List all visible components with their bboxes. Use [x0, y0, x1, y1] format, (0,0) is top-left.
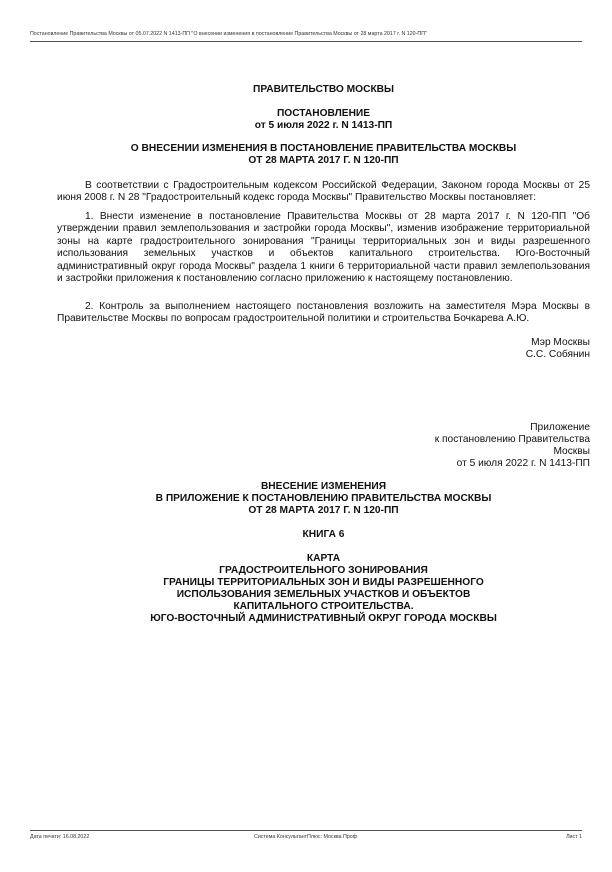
item-1-paragraph: 1. Внести изменение в постановление Правительства Москвы от 28 марта 2017 г. N 120-ПП "Об утверждении правил землепользования и застройки города Москвы", изменив изображение территориальной зоны на карте градостроительного зонирования "Границы территориальных зон и виды разрешенного использования земельных участков и объектов капитального строительства. Юго-Восточный административный округ города Москвы" раздела 1 книги 6 территориальной части правил землепользования и застройки приложения к постановлению согласно приложению к настоящему постановлению.	[57, 211, 590, 285]
item-2-paragraph: 2. Контроль за выполнением настоящего постановления возложить на заместителя Мэра Москвы в Правительстве Москвы по вопросам градостроительной политики и строительства Бочкарева А.Ю.	[57, 301, 590, 325]
doc-subject-line-1: О ВНЕСЕНИИ ИЗМЕНЕНИЯ В ПОСТАНОВЛЕНИЕ ПРАВИТЕЛЬСТВА МОСКВЫ	[130, 143, 517, 154]
map-title-line-3: ГРАНИЦЫ ТЕРРИТОРИАЛЬНЫХ ЗОН И ВИДЫ РАЗРЕШЕННОГО	[163, 577, 484, 588]
footer-divider	[30, 830, 582, 831]
doc-date-number: от 5 июля 2022 г. N 1413-ПП	[254, 120, 393, 131]
appendix-title-line-1: ВНЕСЕНИЕ ИЗМЕНЕНИЯ	[260, 481, 387, 492]
appendix-ref-line-3: Москвы	[553, 446, 590, 457]
appendix-title-line-3: ОТ 28 МАРТА 2017 Г. N 120-ПП	[248, 505, 399, 516]
map-title-line-1: КАРТА	[306, 553, 341, 564]
map-title-line-6: ЮГО-ВОСТОЧНЫЙ АДМИНИСТРАТИВНЫЙ ОКРУГ ГОРОДА МОСКВЫ	[150, 613, 497, 624]
appendix-ref-line-1: Приложение	[530, 422, 590, 433]
appendix-title-line-2: В ПРИЛОЖЕНИЕ К ПОСТАНОВЛЕНИЮ ПРАВИТЕЛЬСТВА МОСКВЫ	[155, 493, 492, 504]
doc-type: ПОСТАНОВЛЕНИЕ	[276, 108, 371, 119]
org-title: ПРАВИТЕЛЬСТВО МОСКВЫ	[253, 84, 394, 95]
map-title-line-5: КАПИТАЛЬНОГО СТРОИТЕЛЬСТВА.	[233, 601, 414, 612]
footer-print-date: Дата печати: 16.08.2022	[30, 834, 90, 840]
book-title: КНИГА 6	[302, 529, 345, 540]
appendix-ref-line-4: от 5 июля 2022 г. N 1413-ПП	[456, 458, 590, 469]
map-title-line-2: ГРАДОСТРОИТЕЛЬНОГО ЗОНИРОВАНИЯ	[219, 565, 428, 576]
signature-name: С.С. Собянин	[525, 349, 590, 360]
header-divider	[30, 41, 582, 42]
footer-sheet: Лист 1	[566, 834, 582, 840]
appendix-ref-line-2: к постановлению Правительства	[434, 434, 590, 445]
map-title-line-4: ИСПОЛЬЗОВАНИЯ ЗЕМЕЛЬНЫХ УЧАСТКОВ И ОБЪЕКТОВ	[176, 589, 471, 600]
signature-position: Мэр Москвы	[531, 337, 590, 348]
preamble-paragraph: В соответствии с Градостроительным кодексом Российской Федерации, Законом города Москвы от 25 июня 2008 г. N 28 "Градостроительный кодекс города Москвы" Правительство Москвы постановляет:	[57, 180, 590, 204]
footer-system: Система КонсультантПлюс: Москва Проф	[254, 834, 358, 840]
doc-subject-line-2: ОТ 28 МАРТА 2017 Г. N 120-ПП	[248, 155, 399, 166]
running-header: Постановление Правительства Москвы от 05.07.2022 N 1413-ПП "О внесении изменения в постановление Правительства Москвы от 28 марта 2017 г. N 120-ПП"	[30, 31, 427, 37]
